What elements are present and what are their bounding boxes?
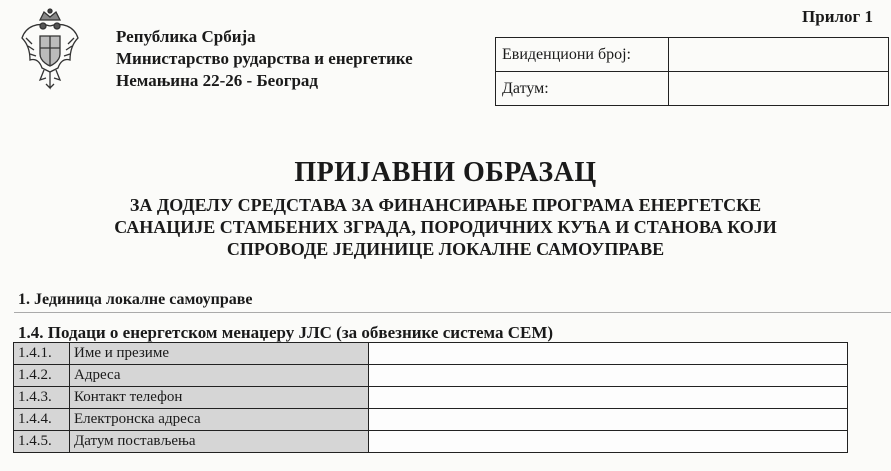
section-1-4-heading: 1.4. Подаци о енергетском менаџеру ЈЛС (за обвезнике система СЕМ) (18, 323, 554, 342)
energy-manager-table (13, 342, 848, 453)
registration-row-date (496, 72, 889, 106)
section-divider (14, 312, 891, 313)
row-label: Контакт телефон (70, 387, 369, 409)
annex-label: Прилог 1 (802, 7, 873, 26)
address-field[interactable] (369, 365, 848, 387)
coat-of-arms-icon (18, 8, 82, 92)
registration-date-label: Датум: (496, 72, 669, 106)
row-number: 1.4.1. (14, 343, 70, 365)
ministry-line-name: Министарство рударства и енергетике (116, 49, 413, 68)
row-number: 1.4.4. (14, 409, 70, 431)
ministry-line-address: Немањина 22-26 - Београд (116, 71, 318, 90)
email-field[interactable] (369, 409, 848, 431)
subtitle-line-2: САНАЦИЈЕ СТАМБЕНИХ ЗГРАДА, ПОРОДИЧНИХ КУЋА И СТАНОВА КОЈИ (114, 217, 777, 237)
phone-field[interactable] (369, 387, 848, 409)
row-label: Електронска адреса (70, 409, 369, 431)
appointment-date-field[interactable] (369, 431, 848, 453)
ministry-address-block (116, 26, 413, 92)
form-subtitle (0, 194, 891, 260)
subtitle-line-3: СПРОВОДЕ ЈЕДИНИЦЕ ЛОКАЛНЕ САМОУПРАВЕ (226, 239, 665, 259)
table-row (14, 343, 848, 365)
registration-row-number (496, 38, 889, 72)
subtitle-line-1: ЗА ДОДЕЛУ СРЕДСТАВА ЗА ФИНАНСИРАЊЕ ПРОГРАМА ЕНЕРГЕТСКЕ (129, 195, 762, 215)
table-row (14, 431, 848, 453)
form-title: ПРИЈАВНИ ОБРАЗАЦ (294, 157, 597, 188)
row-number: 1.4.3. (14, 387, 70, 409)
table-row (14, 387, 848, 409)
registration-number-label: Евиденциони број: (496, 38, 669, 72)
table-row (14, 365, 848, 387)
registration-number-field[interactable] (669, 38, 889, 72)
registration-table (495, 37, 889, 106)
row-label: Име и презиме (70, 343, 369, 365)
row-number: 1.4.5. (14, 431, 70, 453)
registration-date-field[interactable] (669, 72, 889, 106)
section-1-heading: 1. Јединица локалне самоуправе (18, 291, 253, 308)
full-name-field[interactable] (369, 343, 848, 365)
row-label: Датум постављења (70, 431, 369, 453)
row-label: Адреса (70, 365, 369, 387)
ministry-line-country: Република Србија (116, 27, 256, 46)
table-row (14, 409, 848, 431)
row-number: 1.4.2. (14, 365, 70, 387)
